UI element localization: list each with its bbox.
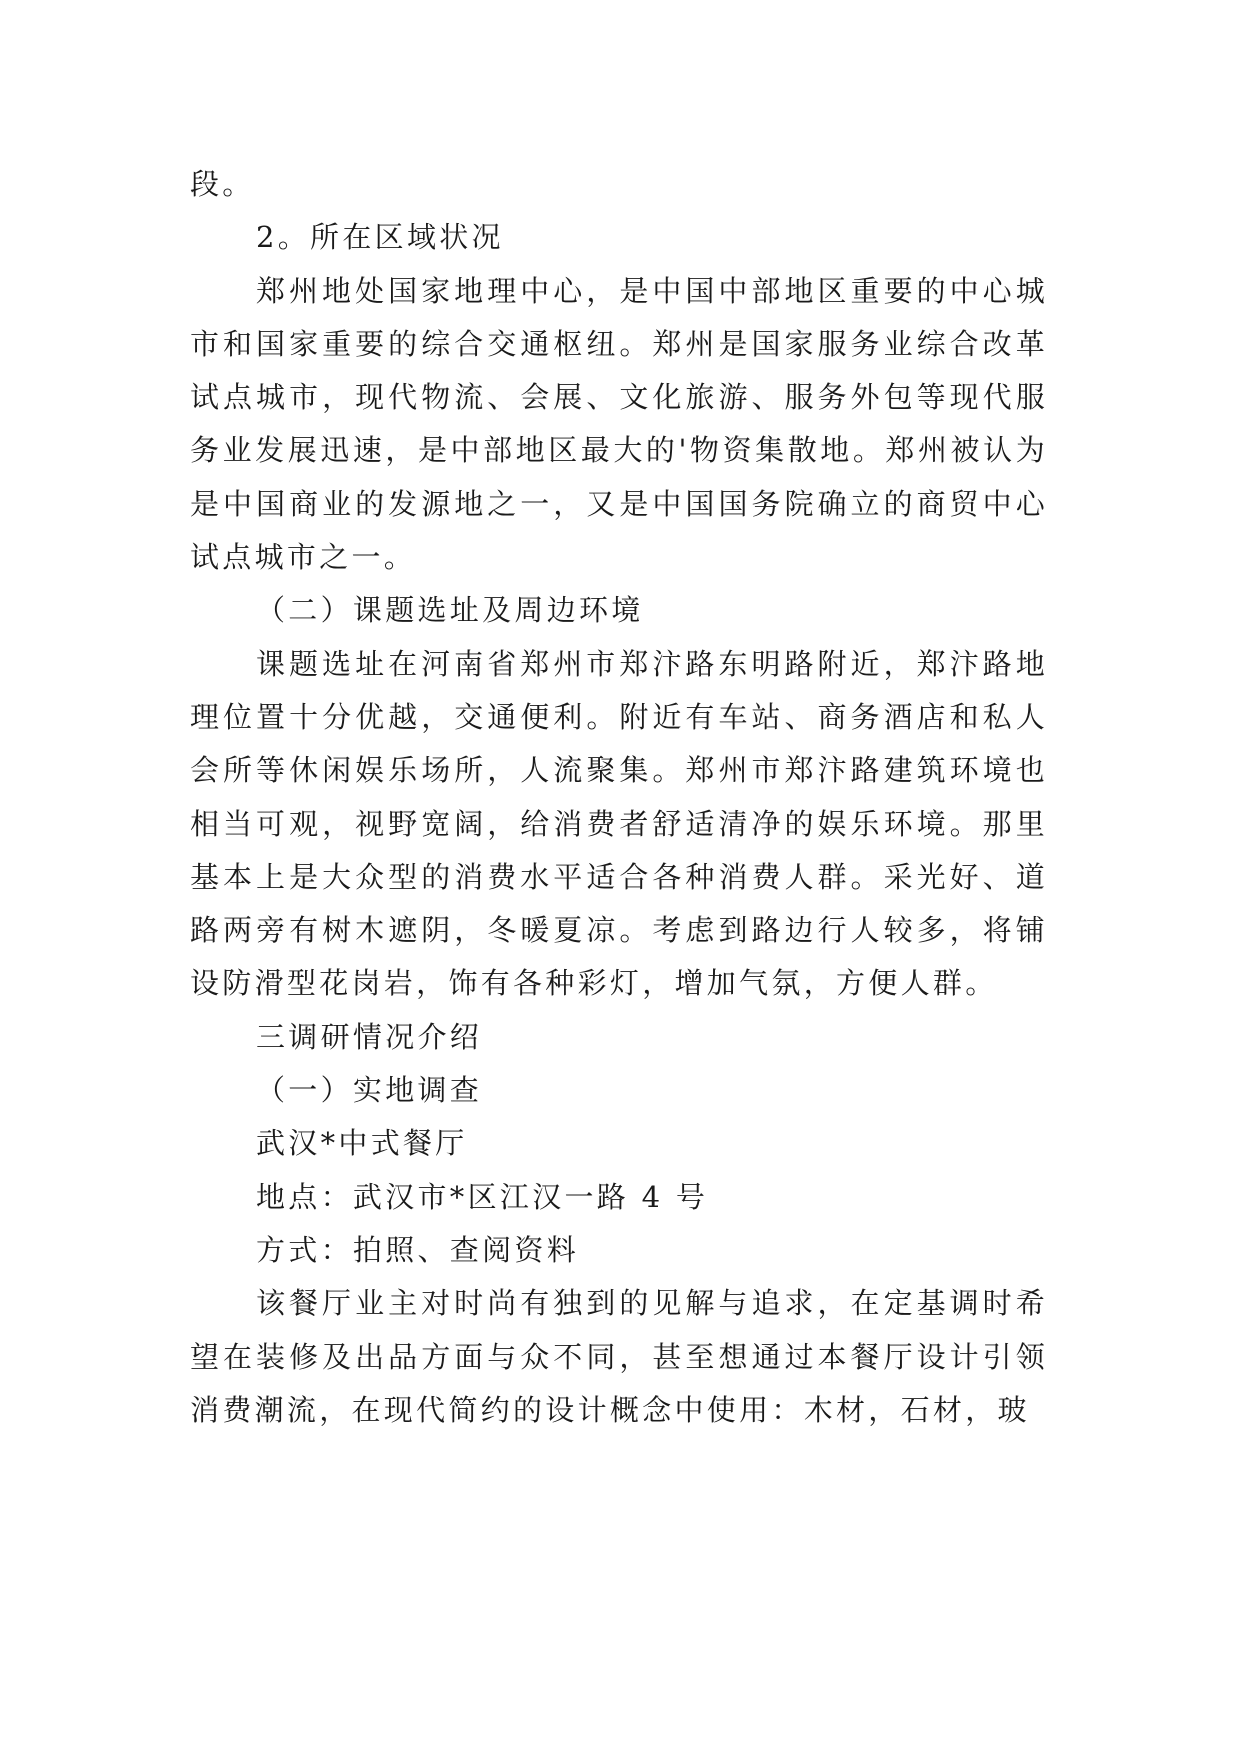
section-heading-site-selection: （二）课题选址及周边环境	[256, 593, 644, 628]
section-heading-regional-status: 2。所在区域状况	[256, 220, 504, 255]
paragraph-site-description: 课题选址在河南省郑州市郑汴路东明路附近，郑汴路地理位置十分优越，交通便利。附近有车站、商务酒店和私人会所等休闲娱乐场所，人流聚集。郑州市郑汴路建筑环境也相当可观，视野宽阔，给消费者舒适清净的娱乐环境。那里基本上是大众型的消费水平适合各种消费人群。采光好、道路两旁有树木遮阴，冬暖夏凉。考虑到路边行人较多，将铺设防滑型花岗岩，饰有各种彩灯，增加气氛，方便人群。	[190, 646, 1048, 1001]
section-heading-field-survey: （一）实地调查	[256, 1073, 483, 1108]
survey-method: 方式：拍照、查阅资料	[256, 1232, 580, 1267]
paragraph-restaurant-description: 该餐厅业主对时尚有独到的见解与追求，在定基调时希望在装修及出品方面与众不同，甚至想通过本餐厅设计引领消费潮流，在现代简约的设计概念中使用：木材，石材，玻	[190, 1286, 1048, 1427]
document-body	[190, 158, 1048, 1437]
section-heading-research-intro: 三调研情况介绍	[256, 1019, 483, 1054]
paragraph-zhengzhou-overview: 郑州地处国家地理中心，是中国中部地区重要的中心城市和国家重要的综合交通枢纽。郑州是国家服务业综合改革试点城市，现代物流、会展、文化旅游、服务外包等现代服务业发展迅速，是中部地区最大的'物资集散地。郑州被认为是中国商业的发源地之一，又是中国国务院确立的商贸中心试点城市之一。	[190, 273, 1048, 575]
paragraph-continuation: 段。	[190, 167, 255, 201]
survey-restaurant-name: 武汉*中式餐厅	[256, 1126, 468, 1161]
survey-location: 地点：武汉市*区江汉一路 4 号	[256, 1179, 709, 1214]
